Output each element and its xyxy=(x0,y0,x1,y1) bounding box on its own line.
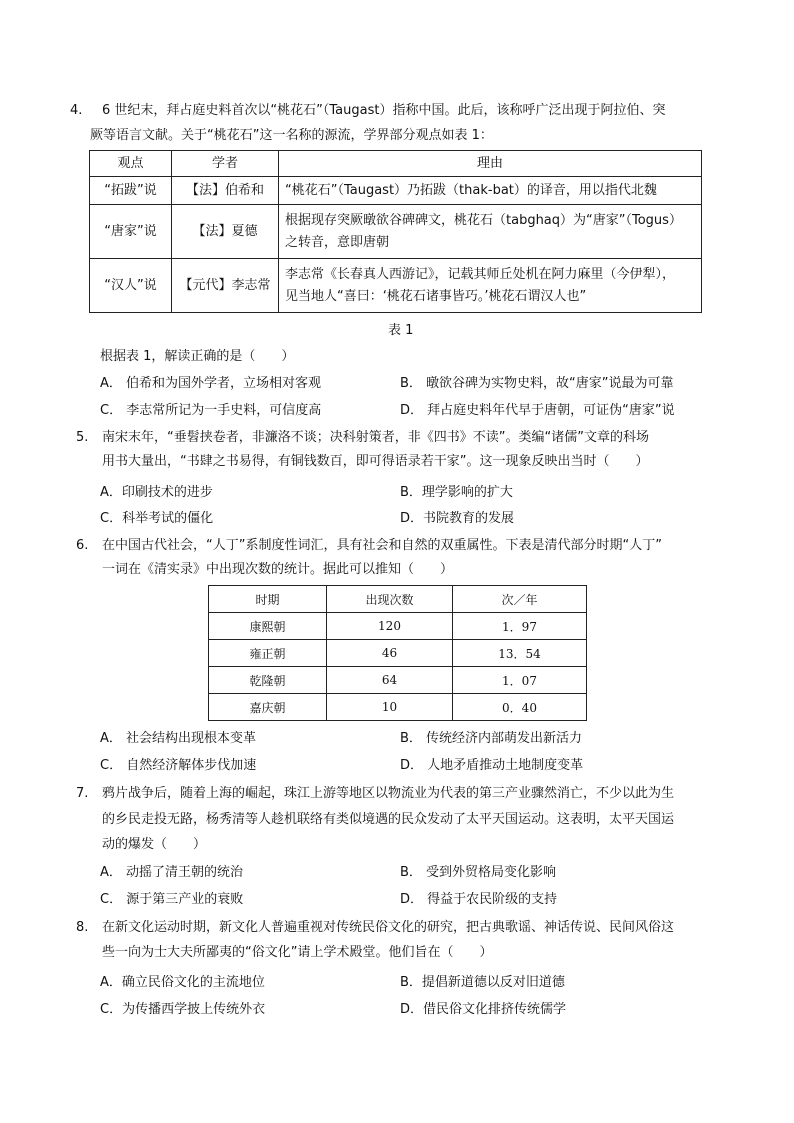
table2-count-cell: 64 xyxy=(327,667,453,694)
question-7-option-b[interactable]: B． 受到外贸格局变化影响 xyxy=(400,865,557,880)
table1-header-view: 观点 xyxy=(90,151,172,177)
table2-row xyxy=(209,613,587,640)
question-8-option-c[interactable]: C．为传播西学披上传统外衣 xyxy=(100,1002,266,1017)
table1-header-scholar: 学者 xyxy=(172,151,279,177)
table1-reason-cell xyxy=(279,205,702,259)
question-4-option-a[interactable]: A． 伯希和为国外学者，立场相对客观 xyxy=(100,376,322,391)
table2-header-rate: 次／年 xyxy=(453,586,587,613)
question-4-stem: 根据表 1，解读正确的是（ ） xyxy=(100,349,295,364)
question-6-option-b[interactable]: B． 传统经济内部萌发出新活力 xyxy=(400,731,583,746)
question-8-option-d[interactable]: D．借民俗文化排挤传统儒学 xyxy=(400,1002,567,1017)
question-8-text-line1: 在新文化运动时期，新文化人普遍重视对传统民俗文化的研究，把古典歌谣、神话传说、民间风俗这 xyxy=(102,920,675,935)
question-7-option-c[interactable]: C． 源于第三产业的衰败 xyxy=(100,892,244,907)
table1-reason-cell xyxy=(279,177,702,205)
table1-view-cell: “汉人”说 xyxy=(90,259,172,313)
table2-period-cell: 康熙朝 xyxy=(209,613,327,640)
table2-rate-cell: 0．40 xyxy=(453,694,587,721)
table1-view-cell: “拓跋”说 xyxy=(90,177,172,205)
question-5-option-b[interactable]: B．理学影响的扩大 xyxy=(400,485,513,500)
question-7-number: 7. xyxy=(76,786,89,801)
table2-period-cell: 雍正朝 xyxy=(209,640,327,667)
question-8-option-b[interactable]: B．提倡新道德以反对旧道德 xyxy=(400,975,565,990)
question-4-option-d[interactable]: D． 拜占庭史料年代早于唐朝，可证伪“唐家”说 xyxy=(400,403,675,418)
table1-reason-line: 见当地人“喜曰：‘桃花石诸事皆巧。’桃花石谓汉人也” xyxy=(285,288,587,304)
question-6-option-a[interactable]: A． 社会结构出现根本变革 xyxy=(100,731,257,746)
table1-scholar-cell: 【法】夏德 xyxy=(172,205,279,259)
question-4-text-line2: 厥等语言文献。关于“桃花石”这一名称的源流，学界部分观点如表 1： xyxy=(90,128,493,143)
table1-scholar-cell: 【法】伯希和 xyxy=(172,177,279,205)
table1-view-cell: “唐家”说 xyxy=(90,205,172,259)
question-6-option-d[interactable]: D． 人地矛盾推动土地制度变革 xyxy=(400,758,584,773)
table1-caption: 表 1 xyxy=(388,323,414,338)
table2-period-cell: 嘉庆朝 xyxy=(209,694,327,721)
table2-header-period: 时期 xyxy=(209,586,327,613)
table1-reason-line: “桃花石”（Taugast）乃拓跋（thak-bat）的译音，用以指代北魏 xyxy=(285,182,657,198)
question-8-text-line2: 些一向为士大夫所鄙夷的“俗文化”请上学术殿堂。他们旨在（ ） xyxy=(102,945,493,960)
table2-count-cell: 10 xyxy=(327,694,453,721)
question-5-text-line2: 用书大量出，“书肆之书易得，有铜钱数百，即可得语录若干家”。这一现象反映出当时（ ） xyxy=(102,454,649,469)
table1-header-reason: 理由 xyxy=(279,151,702,177)
question-7-text-line1: 鸦片战争后，随着上海的崛起，珠江上游等地区以物流业为代表的第三产业骤然消亡，不少以此为生 xyxy=(102,786,675,801)
question-4-number: 4. xyxy=(70,103,83,118)
table1-reason-line: 之转音，意即唐朝 xyxy=(285,234,390,250)
table1-row xyxy=(90,177,702,205)
table2-header-count: 出现次数 xyxy=(327,586,453,613)
table2-rate-cell: 13．54 xyxy=(453,640,587,667)
table2-count-cell: 120 xyxy=(327,613,453,640)
question-6-number: 6. xyxy=(76,538,89,553)
table1-reason-cell xyxy=(279,259,702,313)
question-5-text-line1: 南宋末年，“垂髫挟卷者，非濂洛不谈；决科射策者，非《四书》不读”。类编“诸儒”文章的科场 xyxy=(102,430,649,445)
question-7-option-d[interactable]: D． 得益于农民阶级的支持 xyxy=(400,892,558,907)
question-8-option-a[interactable]: A．确立民俗文化的主流地位 xyxy=(100,975,265,990)
table2-rate-cell: 1．97 xyxy=(453,613,587,640)
table2-period-cell: 乾隆朝 xyxy=(209,667,327,694)
question-4-table xyxy=(89,150,702,313)
question-6-text-line1: 在中国古代社会，“人丁”系制度性词汇，具有社会和自然的双重属性。下表是清代部分时期“人丁” xyxy=(102,538,662,553)
question-6-option-c[interactable]: C． 自然经济解体步伐加速 xyxy=(100,758,257,773)
table1-row xyxy=(90,205,702,259)
table1-reason-line: 李志常《长春真人西游记》，记载其师丘处机在阿力麻里（今伊犁）， xyxy=(285,266,676,282)
question-5-number: 5. xyxy=(76,430,89,445)
table2-rate-cell: 1．07 xyxy=(453,667,587,694)
question-5-option-a[interactable]: A．印刷技术的进步 xyxy=(100,485,213,500)
table2-count-cell: 46 xyxy=(327,640,453,667)
question-7-text-line2: 的乡民走投无路，杨秀清等人趁机联络有类似境遇的民众发动了太平天国运动。这表明，太平天国运 xyxy=(102,812,675,827)
table2-row xyxy=(209,694,587,721)
question-4-text-line1: 6 世纪末，拜占庭史料首次以“桃花石”（Taugast）指称中国。此后，该称呼广泛出现于阿拉伯、突 xyxy=(102,103,666,118)
table2-row xyxy=(209,667,587,694)
question-5-option-d[interactable]: D．书院教育的发展 xyxy=(400,511,515,526)
question-8-number: 8. xyxy=(76,920,89,935)
question-7-option-a[interactable]: A． 动摇了清王朝的统治 xyxy=(100,865,244,880)
table1-row xyxy=(90,259,702,313)
table1-scholar-cell: 【元代】李志常 xyxy=(172,259,279,313)
question-5-option-c[interactable]: C．科举考试的僵化 xyxy=(100,511,214,526)
question-4-option-c[interactable]: C． 李志常所记为一手史料，可信度高 xyxy=(100,403,322,418)
question-6-text-line2: 一词在《清实录》中出现次数的统计。据此可以推知（ ） xyxy=(102,562,454,577)
question-6-table xyxy=(208,585,587,721)
table2-row xyxy=(209,640,587,667)
table1-reason-line: 根据现存突厥暾欲谷碑碑文，桃花石（tabghaq）为“唐家”（Togus） xyxy=(285,212,682,228)
question-4-option-b[interactable]: B． 暾欲谷碑为实物史料，故“唐家”说最为可靠 xyxy=(400,376,674,391)
question-7-text-line3: 动的爆发（ ） xyxy=(102,837,207,852)
